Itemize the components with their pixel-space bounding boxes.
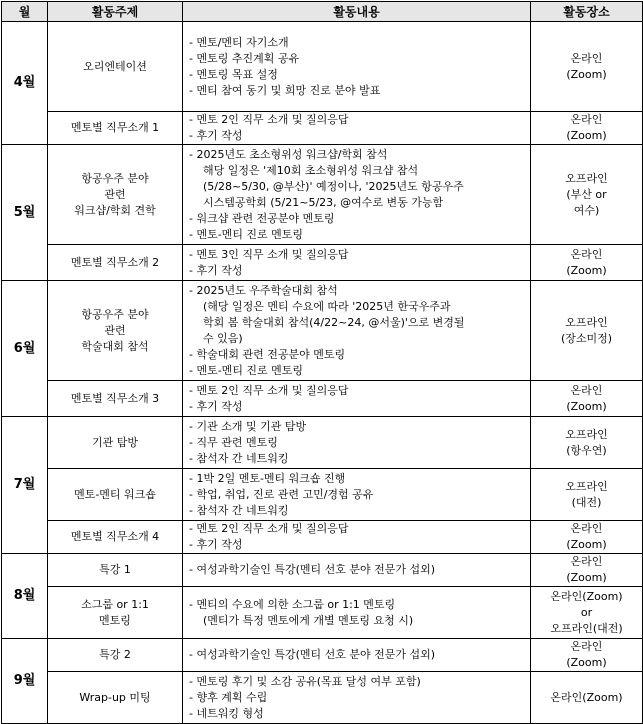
place-line: (Zoom)	[566, 656, 607, 669]
place-line: 온라인	[570, 247, 603, 261]
place-line: 여수)	[573, 203, 600, 217]
place-line: (부산 or	[566, 187, 607, 201]
table-row	[2, 22, 643, 112]
content-cell	[183, 281, 531, 381]
content-line: - 멘토링 목표 설정	[189, 67, 278, 81]
topic-cell	[48, 521, 183, 554]
topic-cell	[48, 587, 183, 639]
header-topic: 활동주제	[48, 2, 183, 22]
topic-line: 멘토별 직무소개 4	[70, 530, 160, 543]
topic-cell	[48, 281, 183, 381]
topic-cell	[48, 672, 183, 724]
place-cell	[531, 245, 643, 281]
place-line: 온라인	[570, 555, 603, 568]
place-line: 온라인	[570, 383, 603, 397]
topic-line: 워크샵/학회 견학	[74, 203, 156, 217]
month-cell: 9월	[2, 639, 48, 724]
topic-line: 관련	[104, 187, 126, 201]
content-line: - 후기 작성	[189, 399, 243, 413]
place-cell	[531, 381, 643, 417]
place-line: 오프라인	[565, 427, 608, 441]
place-line: 온라인	[570, 113, 603, 126]
content-cell	[183, 245, 531, 281]
activity-plan-table	[1, 1, 643, 724]
place-cell	[531, 145, 643, 245]
table-row	[2, 521, 643, 554]
content-line: - 멘토 2인 직무 소개 및 질의응답	[189, 383, 349, 397]
topic-cell	[48, 245, 183, 281]
topic-line: 학술대회 참석	[81, 339, 149, 353]
content-line: - 직무 관련 멘토링	[189, 435, 278, 449]
place-line: (Zoom)	[566, 263, 607, 277]
topic-line: 멘토별 직무소개 2	[70, 255, 160, 269]
content-line: - 참석자 간 네트워킹	[189, 451, 289, 465]
content-line: - 여성과학기술인 특강(멘티 선호 분야 전문가 섭외)	[189, 648, 436, 661]
place-cell	[531, 112, 643, 145]
content-cell	[183, 112, 531, 145]
topic-cell	[48, 639, 183, 672]
place-line: (Zoom)	[566, 399, 607, 413]
table-row	[2, 112, 643, 145]
place-line: or	[580, 605, 593, 619]
table-row	[2, 554, 643, 587]
month-cell: 8월	[2, 554, 48, 639]
place-line: 온라인(Zoom)	[550, 690, 623, 704]
content-line: 학회 봄 학술대회 참석(4/22~24, @서울)'으로 변경될	[203, 315, 465, 329]
content-cell	[183, 521, 531, 554]
table-row	[2, 381, 643, 417]
place-cell	[531, 22, 643, 112]
place-cell	[531, 587, 643, 639]
topic-line: 항공우주 분야	[81, 307, 149, 321]
content-line: - 후기 작성	[189, 129, 243, 142]
content-line: - 멘토/멘티 자기소개	[189, 35, 289, 49]
content-cell	[183, 381, 531, 417]
table-row	[2, 245, 643, 281]
content-line: - 멘토링 추진계획 공유	[189, 51, 300, 65]
place-line: (Zoom)	[566, 129, 607, 142]
content-line: 수 있음)	[203, 331, 243, 345]
content-cell	[183, 554, 531, 587]
place-line: (Zoom)	[566, 538, 607, 551]
place-line: 온라인(Zoom)	[550, 589, 623, 603]
header-month: 월	[2, 2, 48, 22]
table-row	[2, 672, 643, 724]
place-line: 온라인	[570, 522, 603, 535]
content-line: (해당 일정은 멘티 수요에 따라 '2025년 한국우주과	[203, 299, 451, 313]
topic-line: 특강 2	[99, 648, 131, 661]
place-line: 오프라인	[565, 479, 608, 493]
content-cell	[183, 672, 531, 724]
header-row	[2, 2, 643, 22]
content-line: - 멘토 2인 직무 소개 및 질의응답	[189, 113, 349, 126]
topic-cell	[48, 469, 183, 521]
table-row	[2, 587, 643, 639]
content-line: - 기관 소개 및 기관 탐방	[189, 419, 307, 433]
content-cell	[183, 587, 531, 639]
place-line: 오프라인	[565, 171, 608, 185]
month-cell: 5월	[2, 145, 48, 281]
place-line: (Zoom)	[566, 67, 607, 81]
header-content: 활동내용	[183, 2, 531, 22]
content-line: - 학업, 취업, 진로 관련 고민/경험 공유	[189, 487, 374, 501]
content-line: - 2025년도 초소형위성 워크샵/학회 참석	[189, 147, 388, 161]
content-line: - 멘토 2인 직무 소개 및 질의응답	[189, 522, 349, 535]
topic-cell	[48, 22, 183, 112]
content-line: 시스템공학회 (5/21~5/23, @여수로 변동 가능함	[203, 195, 444, 209]
table-row	[2, 417, 643, 469]
place-line: 오프라인(대전)	[550, 621, 623, 635]
table-row	[2, 469, 643, 521]
content-line: - 멘티 참여 동기 및 희망 진로 분야 발표	[189, 83, 381, 97]
content-line: - 멘토 3인 직무 소개 및 질의응답	[189, 247, 349, 261]
content-line: - 네트워킹 형성	[189, 706, 264, 720]
content-line: - 학술대회 관련 전공분야 멘토링	[189, 347, 346, 361]
content-line: - 멘토링 후기 및 소감 공유(목표 달성 여부 포함)	[189, 674, 421, 688]
content-line: (5/28~5/30, @부산)' 예정이나, '2025년도 항공우주	[203, 179, 464, 193]
place-line: (장소미정)	[560, 331, 613, 345]
content-line: - 향후 계획 수립	[189, 690, 268, 704]
topic-cell	[48, 417, 183, 469]
topic-line: 오리엔테이션	[83, 59, 147, 73]
content-cell	[183, 639, 531, 672]
content-line: - 후기 작성	[189, 538, 243, 551]
table-row	[2, 639, 643, 672]
place-cell	[531, 417, 643, 469]
place-cell	[531, 554, 643, 587]
topic-cell	[48, 381, 183, 417]
content-line: - 참석자 간 네트워킹	[189, 503, 289, 517]
topic-line: 멘토별 직무소개 1	[70, 121, 160, 134]
month-cell: 4월	[2, 22, 48, 145]
place-line: (대전)	[571, 495, 602, 509]
topic-line: 특강 1	[99, 563, 131, 576]
content-cell	[183, 417, 531, 469]
topic-line: 관련	[104, 323, 126, 337]
content-line: - 후기 작성	[189, 263, 243, 277]
place-line: 오프라인	[565, 315, 608, 329]
place-cell	[531, 469, 643, 521]
topic-line: 소그룹 or 1:1	[81, 597, 149, 611]
table-body	[2, 22, 643, 724]
topic-line: 멘토별 직무소개 3	[70, 391, 160, 405]
topic-cell	[48, 145, 183, 245]
table-row	[2, 145, 643, 245]
place-line: 온라인	[570, 51, 603, 65]
topic-cell	[48, 112, 183, 145]
content-line: - 멘토-멘티 진로 멘토링	[189, 363, 304, 377]
content-line: - 멘티의 수요에 의한 소그룹 or 1:1 멘토링	[189, 597, 396, 611]
content-cell	[183, 22, 531, 112]
topic-line: 멘토-멘티 워크숍	[74, 487, 156, 501]
topic-line: 기관 탐방	[91, 435, 138, 449]
topic-cell	[48, 554, 183, 587]
content-line: 해당 일정은 '제10회 초소형위성 워크샵 참석	[203, 163, 419, 177]
content-line: - 워크샵 관련 전공분야 멘토링	[189, 211, 335, 225]
place-cell	[531, 281, 643, 381]
month-cell: 6월	[2, 281, 48, 417]
content-cell	[183, 145, 531, 245]
content-line: - 여성과학기술인 특강(멘티 선호 분야 전문가 섭외)	[189, 563, 436, 576]
place-line: (항우연)	[566, 443, 607, 457]
place-cell	[531, 672, 643, 724]
table-row	[2, 281, 643, 381]
content-cell	[183, 469, 531, 521]
topic-line: 멘토링	[99, 613, 131, 627]
topic-line: 항공우주 분야	[81, 171, 149, 185]
month-cell: 7월	[2, 417, 48, 554]
content-line: - 2025년도 우주학술대회 참석	[189, 283, 338, 297]
content-line: - 1박 2일 멘토-멘티 워크숍 진행	[189, 471, 346, 485]
content-line: (멘티가 특정 멘토에게 개별 멘토링 요청 시)	[203, 613, 414, 627]
place-cell	[531, 521, 643, 554]
place-line: (Zoom)	[566, 571, 607, 584]
header-place: 활동장소	[531, 2, 643, 22]
topic-line: Wrap-up 미팅	[79, 690, 151, 704]
place-line: 온라인	[570, 640, 603, 653]
content-line: - 멘토-멘티 진로 멘토링	[189, 227, 304, 241]
place-cell	[531, 639, 643, 672]
